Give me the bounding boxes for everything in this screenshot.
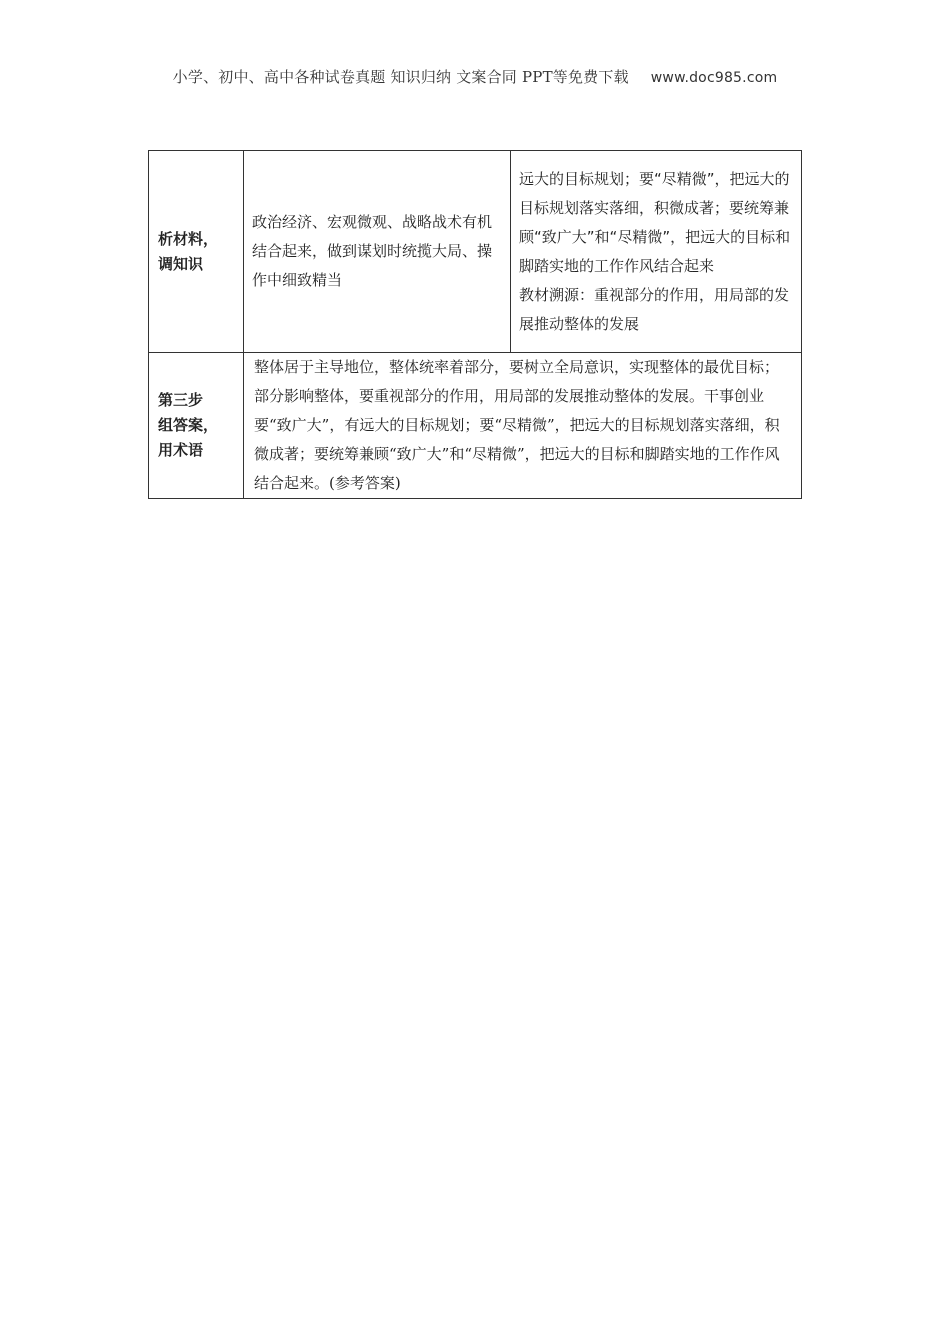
knowledge-cell: 政治经济、宏观微观、战略战术有机结合起来，做到谋划时统揽大局、操作中细致精当	[244, 151, 511, 353]
content-table	[148, 150, 802, 499]
textbook-source: 教材溯源：重视部分的作用，用局部的发展推动整体的发展	[519, 285, 790, 333]
label-line: 组答案，	[158, 416, 219, 434]
label-line: 调知识	[158, 254, 204, 273]
label-line: 用术语	[158, 441, 204, 459]
row-label	[149, 151, 244, 353]
header-site-link[interactable]: www.doc985.com	[650, 70, 778, 86]
label-line: 第三步	[158, 391, 204, 409]
analysis-paragraph: 远大的目标规划；要“尽精微”，把远大的目标规划落实落细，积微成著；要统筹兼顾“致广大”和“尽精微”，把远大的目标和脚踏实地的工作作风结合起来	[519, 169, 791, 275]
header-text: 小学、初中、高中各种试卷真题 知识归纳 文案合同 PPT等免费下载	[172, 68, 629, 86]
table-row	[149, 353, 802, 499]
page-header	[0, 66, 950, 87]
answer-cell: 整体居于主导地位，整体统率着部分，要树立全局意识，实现整体的最优目标；部分影响整体，要重视部分的作用，用局部的发展推动整体的发展。干事创业要“致广大”，有远大的目标规划；要“尽精微”，把远大的目标规划落实落细，积微成著；要统筹兼顾“致广大”和“尽精微”，把远大的目标和脚踏实地的工作作风结合起来。(参考答案)	[244, 353, 802, 499]
table-row	[149, 151, 802, 353]
analysis-cell	[511, 151, 802, 353]
label-line: 析材料，	[158, 229, 219, 248]
row-label	[149, 353, 244, 499]
